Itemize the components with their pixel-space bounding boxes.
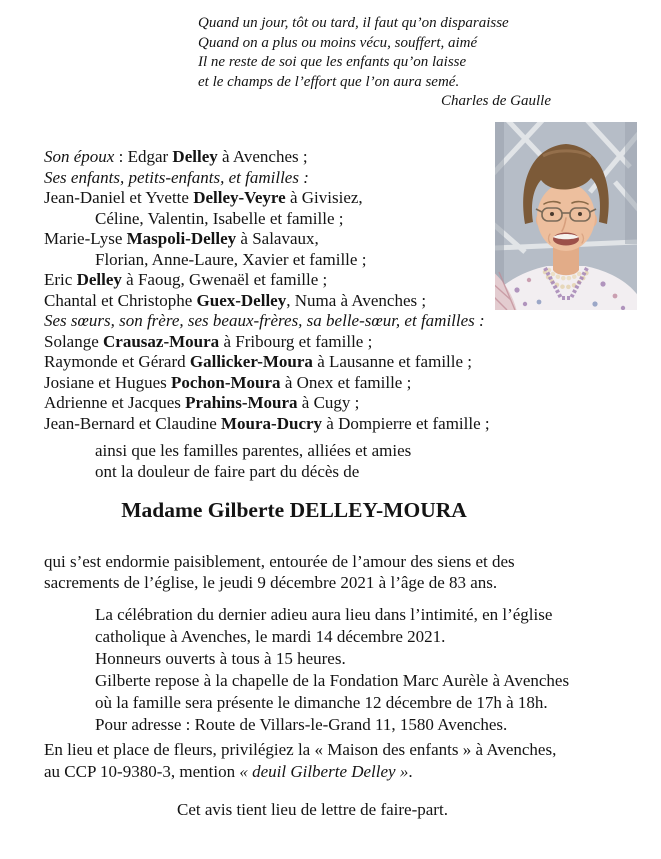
deceased-name: Madame Gilberte DELLEY-MOURA [121, 498, 467, 522]
text-segment: Son époux [44, 147, 115, 166]
text-segment: à Avenches ; [217, 147, 308, 166]
text-segment: Jean-Daniel et Yvette [44, 188, 194, 207]
donations-line [44, 739, 556, 761]
text-segment: . [408, 762, 413, 781]
family-line [44, 414, 490, 435]
text-segment: catholique à Avenches, le mardi 14 décembre 2021. [95, 627, 446, 646]
family-line [44, 209, 490, 230]
quote-attribution: Charles de Gaulle [441, 93, 551, 109]
family-line [44, 229, 490, 250]
text-segment: Chantal et Christophe [44, 290, 197, 310]
family-line [44, 147, 490, 168]
text-segment: Il ne reste de soi que les enfants qu’on laisse [198, 54, 467, 70]
closing-note: Cet avis tient lieu de lettre de faire-part. [177, 800, 448, 819]
family-surname: Delley [76, 270, 122, 289]
family-list [44, 147, 490, 434]
quote-line [198, 34, 553, 54]
text-segment: sacrements de l’église, le jeudi 9 décembre 2021 à l’âge de 83 ans. [44, 572, 498, 592]
text-segment: au CCP 10-9380-3, mention [44, 762, 240, 781]
announcement-line [95, 441, 411, 462]
text-segment: Solange [44, 331, 104, 351]
text-segment: et le champs de l’effort que l’on aura semé. [198, 73, 460, 90]
family-surname: Delley [172, 147, 218, 166]
family-surname: Guex-Delley [196, 290, 287, 310]
text-segment: Raymonde et Gérard [44, 352, 190, 371]
quote-line [198, 53, 553, 73]
family-surname: Pochon-Moura [171, 372, 281, 392]
text-segment: Florian, Anne-Laure, Xavier et famille ; [95, 249, 367, 269]
text-segment: « deuil Gilberte Delley » [239, 762, 409, 781]
family-surname: Delley-Veyre [193, 188, 286, 207]
epigraph-quote [198, 14, 553, 112]
family-surname: Gallicker-Moura [189, 352, 313, 371]
text-segment: La célébration du dernier adieu aura lieu dans l’intimité, en l’église [95, 605, 553, 624]
text-segment: Gilberte repose à la chapelle de la Fondation Marc Aurèle à Avenches [95, 671, 570, 690]
text-segment: Jean-Bernard et Claudine [44, 413, 222, 433]
text-segment: Marie-Lyse [44, 229, 127, 248]
deceased-photo [495, 122, 637, 310]
portrait-image [495, 122, 637, 310]
quote-line [198, 14, 553, 34]
text-segment: Eric [44, 270, 77, 289]
donations-note [44, 739, 556, 783]
text-segment: Céline, Valentin, Isabelle et famille ; [95, 208, 344, 228]
text-segment: qui s’est endormie paisiblement, entourée de l’amour des siens et des [44, 552, 515, 571]
quote-line [198, 73, 553, 93]
text-segment: ont la douleur de faire part du décès de [95, 461, 360, 481]
family-line [44, 168, 490, 189]
family-line [44, 352, 490, 373]
family-line [44, 188, 490, 209]
quote-lines [198, 14, 553, 92]
text-segment: à Onex et famille ; [280, 372, 412, 392]
family-line [44, 270, 490, 291]
family-line [44, 250, 490, 271]
text-segment: En lieu et place de fleurs, privilégiez la « Maison des enfants » à Avenches, [44, 740, 557, 759]
ceremony-line [95, 604, 569, 626]
text-segment: à Lausanne et famille ; [312, 352, 473, 371]
text-segment: à Salavaux, [236, 229, 319, 248]
family-line [44, 311, 490, 332]
ceremony-line [95, 648, 569, 670]
text-segment: à Givisiez, [285, 188, 363, 207]
ceremony-details [95, 604, 569, 736]
death-notice-line [44, 552, 515, 573]
text-segment: Quand on a plus ou moins vécu, souffert, aimé [198, 34, 478, 51]
death-notice-line [44, 573, 515, 594]
text-segment: Adrienne et Jacques [44, 393, 186, 412]
text-segment: ainsi que les familles parentes, alliées et amies [95, 441, 412, 460]
text-segment: : Edgar [114, 147, 173, 166]
text-segment: Ses sœurs, son frère, ses beaux-frères, sa belle-sœur, et familles : [44, 311, 485, 330]
text-segment: , Numa à Avenches ; [286, 290, 427, 310]
text-segment: à Dompierre et famille ; [322, 413, 490, 433]
ceremony-line [95, 670, 569, 692]
family-line [44, 393, 490, 414]
ceremony-line [95, 714, 569, 736]
family-surname: Crausaz-Moura [103, 331, 220, 351]
text-segment: Honneurs ouverts à tous à 15 heures. [95, 649, 346, 668]
text-segment: où la famille sera présente le dimanche 12 décembre de 17h à 18h. [95, 693, 548, 712]
family-surname: Moura-Ducry [221, 413, 323, 433]
family-surname: Prahins-Moura [185, 393, 298, 412]
text-segment: Quand un jour, tôt ou tard, il faut qu’on disparaisse [198, 15, 509, 31]
family-line [44, 291, 490, 312]
text-segment: Pour adresse : Route de Villars-le-Grand 11, 1580 Avenches. [95, 715, 508, 734]
family-surname: Maspoli-Delley [126, 229, 237, 248]
donations-line [44, 761, 556, 783]
family-line [44, 332, 490, 353]
announcement-line [95, 462, 411, 483]
text-segment: à Cugy ; [297, 393, 360, 412]
family-line [44, 373, 490, 394]
text-segment: Josiane et Hugues [44, 372, 172, 392]
ceremony-line [95, 692, 569, 714]
death-notice [44, 552, 515, 593]
text-segment: à Fribourg et famille ; [219, 331, 373, 351]
announcement-text [95, 441, 411, 482]
text-segment: à Faoug, Gwenaël et famille ; [121, 270, 328, 289]
ceremony-line [95, 626, 569, 648]
text-segment: Ses enfants, petits-enfants, et familles : [44, 167, 309, 187]
